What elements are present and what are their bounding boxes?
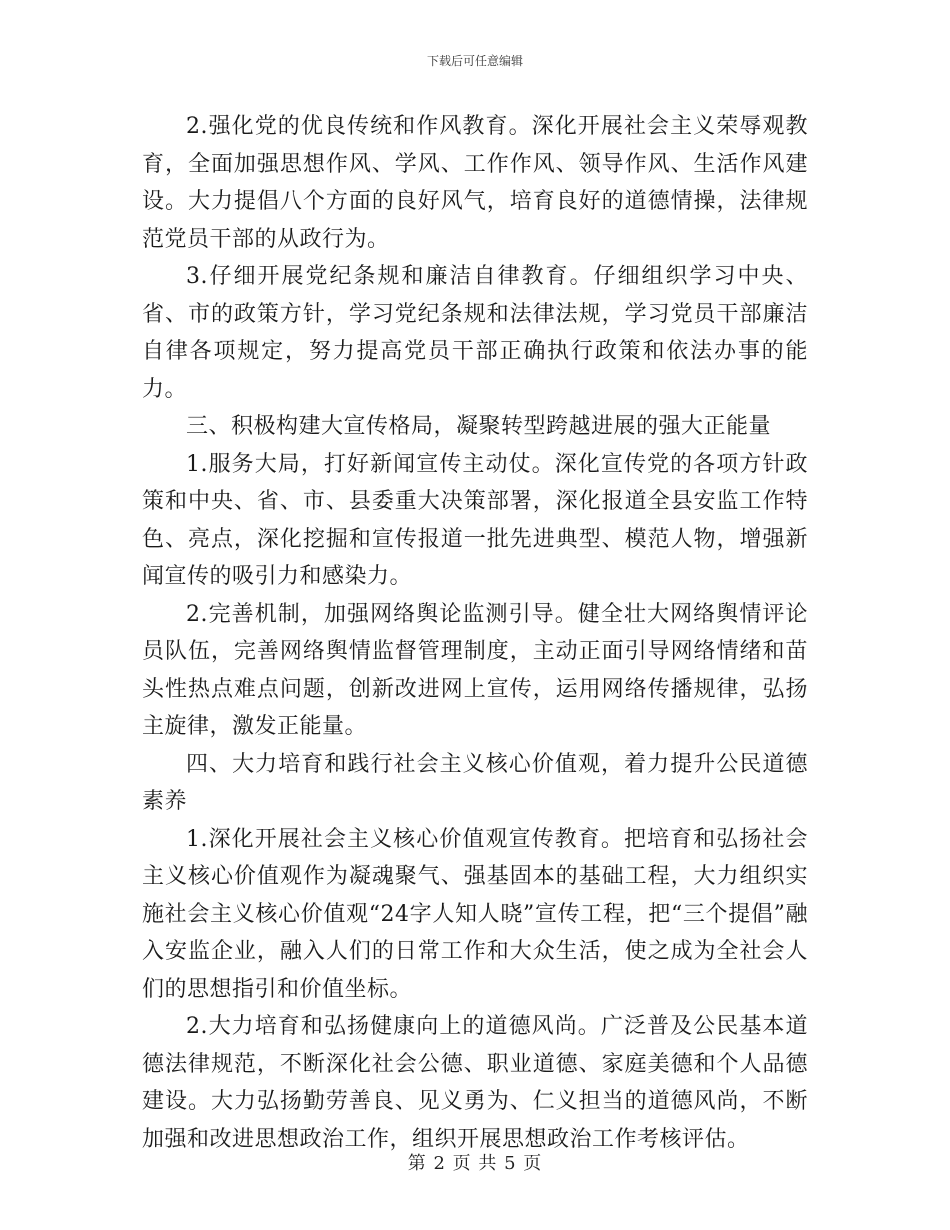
page-number: 第 2 页 共 5 页 xyxy=(407,1153,543,1174)
paragraph: 1.深化开展社会主义核心价值观宣传教育。把培育和弘扬社会主义核心价值观作为凝魂聚气、强基固本的基础工程，大力组织实施社会主义核心价值观“24字人知人晓”宣传工程，把“三个提倡”融入安监企业，融入人们的日常工作和大众生活，使之成为全社会人们的思想指引和价值坐标。 xyxy=(142,826,809,1002)
paragraph: 2.完善机制，加强网络舆论监测引导。健全壮大网络舆情评论员队伍，完善网络舆情监督管理制度，主动正面引导网络情绪和苗头性热点难点问题，创新改进网上宣传，运用网络传播规律，弘扬主旋律，激发正能量。 xyxy=(142,601,808,739)
document-body xyxy=(142,108,808,1158)
paragraph: 2.大力培育和弘扬健康向上的道德风尚。广泛普及公民基本道德法律规范，不断深化社会公德、职业道德、家庭美德和个人品德建设。大力弘扬勤劳善良、见义勇为、仁义担当的道德风尚，不断加强和改进思想政治工作，组织开展思想政治工作考核评估。 xyxy=(142,1014,808,1152)
section-heading: 四、大力培育和践行社会主义核心价值观，着力提升公民道德素养 xyxy=(142,751,808,814)
section-heading: 三、积极构建大宣传格局，凝聚转型跨越进展的强大正能量 xyxy=(186,414,772,439)
page-header: 下载后可任意编辑 xyxy=(426,54,523,68)
paragraph: 1.服务大局，打好新闻宣传主动仗。深化宣传党的各项方针政策和中央、省、市、县委重大决策部署，深化报道全县安监工作特色、亮点，深化挖掘和宣传报道一批先进典型、模范人物，增强新闻宣传的吸引力和感染力。 xyxy=(142,451,808,589)
paragraph: 2.强化党的优良传统和作风教育。深化开展社会主义荣辱观教育，全面加强思想作风、学风、工作作风、领导作风、生活作风建设。大力提倡八个方面的良好风气，培育良好的道德情操，法律规范党员干部的从政行为。 xyxy=(142,114,808,252)
paragraph: 3.仔细开展党纪条规和廉洁自律教育。仔细组织学习中央、省、市的政策方针，学习党纪条规和法律法规，学习党员干部廉洁自律各项规定，努力提高党员干部正确执行政策和依法办事的能力。 xyxy=(142,264,808,402)
